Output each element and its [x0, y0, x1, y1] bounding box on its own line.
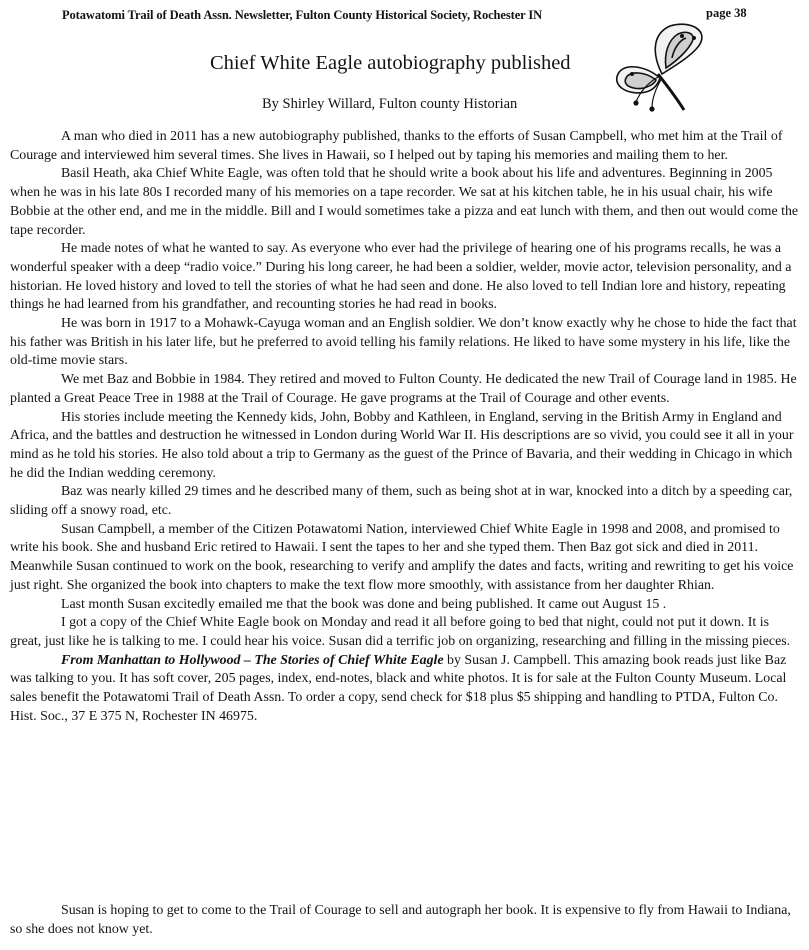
- article-paragraph: His stories include meeting the Kennedy kids, John, Bobby and Kathleen, in England, serving in the British Army in England and Africa, and the battles and destruction he witnessed in London during World War II. His descriptions are so vivid, you could see it all in your mind as he told his stories. He also told about a trip to Germany as the guest of the Prince of Bavaria, and their wedding in Chicago in which he did the Indian wedding ceremony.: [10, 409, 794, 481]
- article-paragraph: He was born in 1917 to a Mohawk-Cayuga woman and an English soldier. We don’t know exactly why he chose to hide the fact that his father was British in his later life, but he preferred to avoid telling his family relations. He liked to have some mystery in his life, like the old-time movie stars.: [10, 316, 797, 369]
- article-paragraph: Basil Heath, aka Chief White Eagle, was often told that he should write a book about his life and adventures. Beginning in 2005 when he was in his late 80s I recorded many of his memories on a tape recorder. We sat at his kitchen table, he in his usual chair, his wife Bobbie at the other end, and me in the middle. Bill and I would sometimes take a pizza and eat lunch with them, and then out would come the tape recorder.: [10, 166, 799, 238]
- closing-note: [10, 902, 806, 939]
- article-paragraph: I got a copy of the Chief White Eagle book on Monday and read it all before going to bed that night, could not put it down. It is great, just like he is talking to me. I could hear his voice. Susan did a terrific job on organizing, researching and filling in the missing pieces.: [10, 615, 791, 649]
- article-paragraph: We met Baz and Bobbie in 1984. They retired and moved to Fulton County. He dedicated the new Trail of Courage land in 1985. He planted a Great Peace Tree in 1988 at the Trail of Courage. He gave programs at the Trail of Courage and other events.: [10, 372, 797, 406]
- article-paragraph: A man who died in 2011 has a new autobiography published, thanks to the efforts of Susan Campbell, who met him at the Trail of Courage and interviewed him several times. She lives in Hawaii, so I helped out by taping his memories and mailing them to her.: [10, 129, 783, 163]
- closing-paragraph: Susan is hoping to get to come to the Trail of Courage to sell and autograph her book. It is expensive to fly from Hawaii to Indiana, so she does not know yet.: [10, 903, 791, 937]
- article-byline: By Shirley Willard, Fulton county Historian: [262, 96, 518, 112]
- article-paragraph: He made notes of what he wanted to say. As everyone who ever had the privilege of hearing one of his programs recalls, he was a wonderful speaker with a deep “radio voice.” During his long career, he had been a soldier, welder, movie actor, television personality, and a historian. He loved history and loved to tell the stories of what he had seen and done. He also loved to tell Indian lore and history, repeating things he had learned from his grandfather, and recounting stories he had read in books.: [10, 241, 792, 313]
- article-paragraph: Susan Campbell, a member of the Citizen Potawatomi Nation, interviewed Chief White Eagle in 1998 and 2008, and promised to write his book. She and husband Eric retired to Hawaii. I sent the tapes to her and she typed them. Then Baz got sick and died in 2011. Meanwhile Susan continued to work on the book, researching to verify and amplify the dates and facts, writing and rewriting to get his voice just right. She organized the book into chapters to make the text flow more smoothly, with assistance from her daughter Rhian.: [10, 521, 794, 593]
- book-paragraph: [10, 652, 800, 727]
- page-number: page 38: [706, 6, 747, 20]
- book-title: From Manhattan to Hollywood – The Stories of Chief White Eagle: [61, 652, 444, 668]
- article-paragraph: Baz was nearly killed 29 times and he described many of them, such as being shot at in war, knocked into a ditch by a speeding car, sliding off a snowy road, etc.: [10, 484, 793, 519]
- article-paragraph: Last month Susan excitedly emailed me that the book was done and being published. It came out August 15 .: [61, 596, 667, 612]
- article-body: [10, 128, 800, 727]
- newsletter-masthead: Potawatomi Trail of Death Assn. Newsletter, Fulton County Historical Society, Rochester IN: [62, 8, 543, 22]
- butterfly-icon: [612, 22, 712, 120]
- book-description: by Susan J. Campbell. This amazing book reads just like Baz was talking to you. It has soft cover, 205 pages, index, end-notes, black and white photos. It is for sale at the Fulton County Museum. Local sales benefit the Potawatomi Trail of Death Assn. To order a copy, send check for $18 plus $5 shipping and handling to PTDA, Fulton Co. Hist. Soc., 37 E 375 N, Rochester IN 46975.: [10, 652, 787, 724]
- article-title: Chief White Eagle autobiography published: [210, 52, 571, 74]
